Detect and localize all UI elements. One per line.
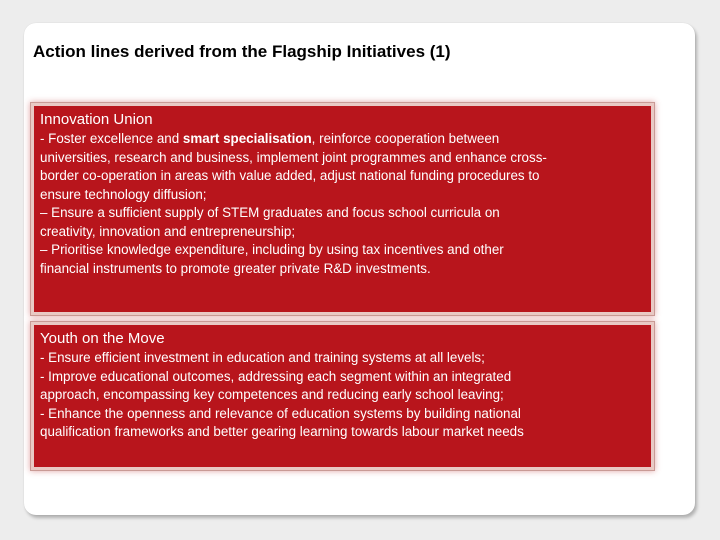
panel-line: universities, research and business, implement joint programmes and enhance cross- bbox=[40, 149, 547, 165]
panel-line: - Improve educational outcomes, addressing each segment within an integrated bbox=[40, 368, 512, 384]
panel-line: - Foster excellence and smart specialisation, reinforce cooperation between bbox=[40, 131, 500, 146]
panel-line: - Ensure efficient investment in education and training systems at all levels; bbox=[40, 350, 485, 365]
panel-heading: Innovation Union bbox=[40, 111, 153, 128]
panel-line: ensure technology diffusion; bbox=[40, 186, 207, 202]
panel-line: qualification frameworks and better gearing learning towards labour market needs bbox=[40, 424, 524, 439]
youth-on-the-move-panel bbox=[31, 322, 654, 470]
emphasis-text: smart specialisation bbox=[182, 131, 312, 146]
panel-line: border co-operation in areas with value added, adjust national funding procedures to bbox=[40, 168, 540, 183]
panel-line: – Prioritise knowledge expenditure, including by using tax incentives and other bbox=[40, 242, 504, 257]
panel-line: - Enhance the openness and relevance of education systems by building national bbox=[40, 405, 521, 421]
panel-heading: Youth on the Move bbox=[40, 330, 165, 347]
slide-title: Action lines derived from the Flagship Initiatives (1) bbox=[33, 42, 451, 61]
panel-line: financial instruments to promote greater private R&D investments. bbox=[40, 260, 431, 276]
panel-line: – Ensure a sufficient supply of STEM graduates and focus school curricula on bbox=[40, 205, 500, 220]
panel-line: creativity, innovation and entrepreneurship; bbox=[40, 223, 296, 239]
panel-line: approach, encompassing key competences and reducing early school leaving; bbox=[40, 387, 504, 402]
innovation-union-panel bbox=[31, 103, 654, 315]
